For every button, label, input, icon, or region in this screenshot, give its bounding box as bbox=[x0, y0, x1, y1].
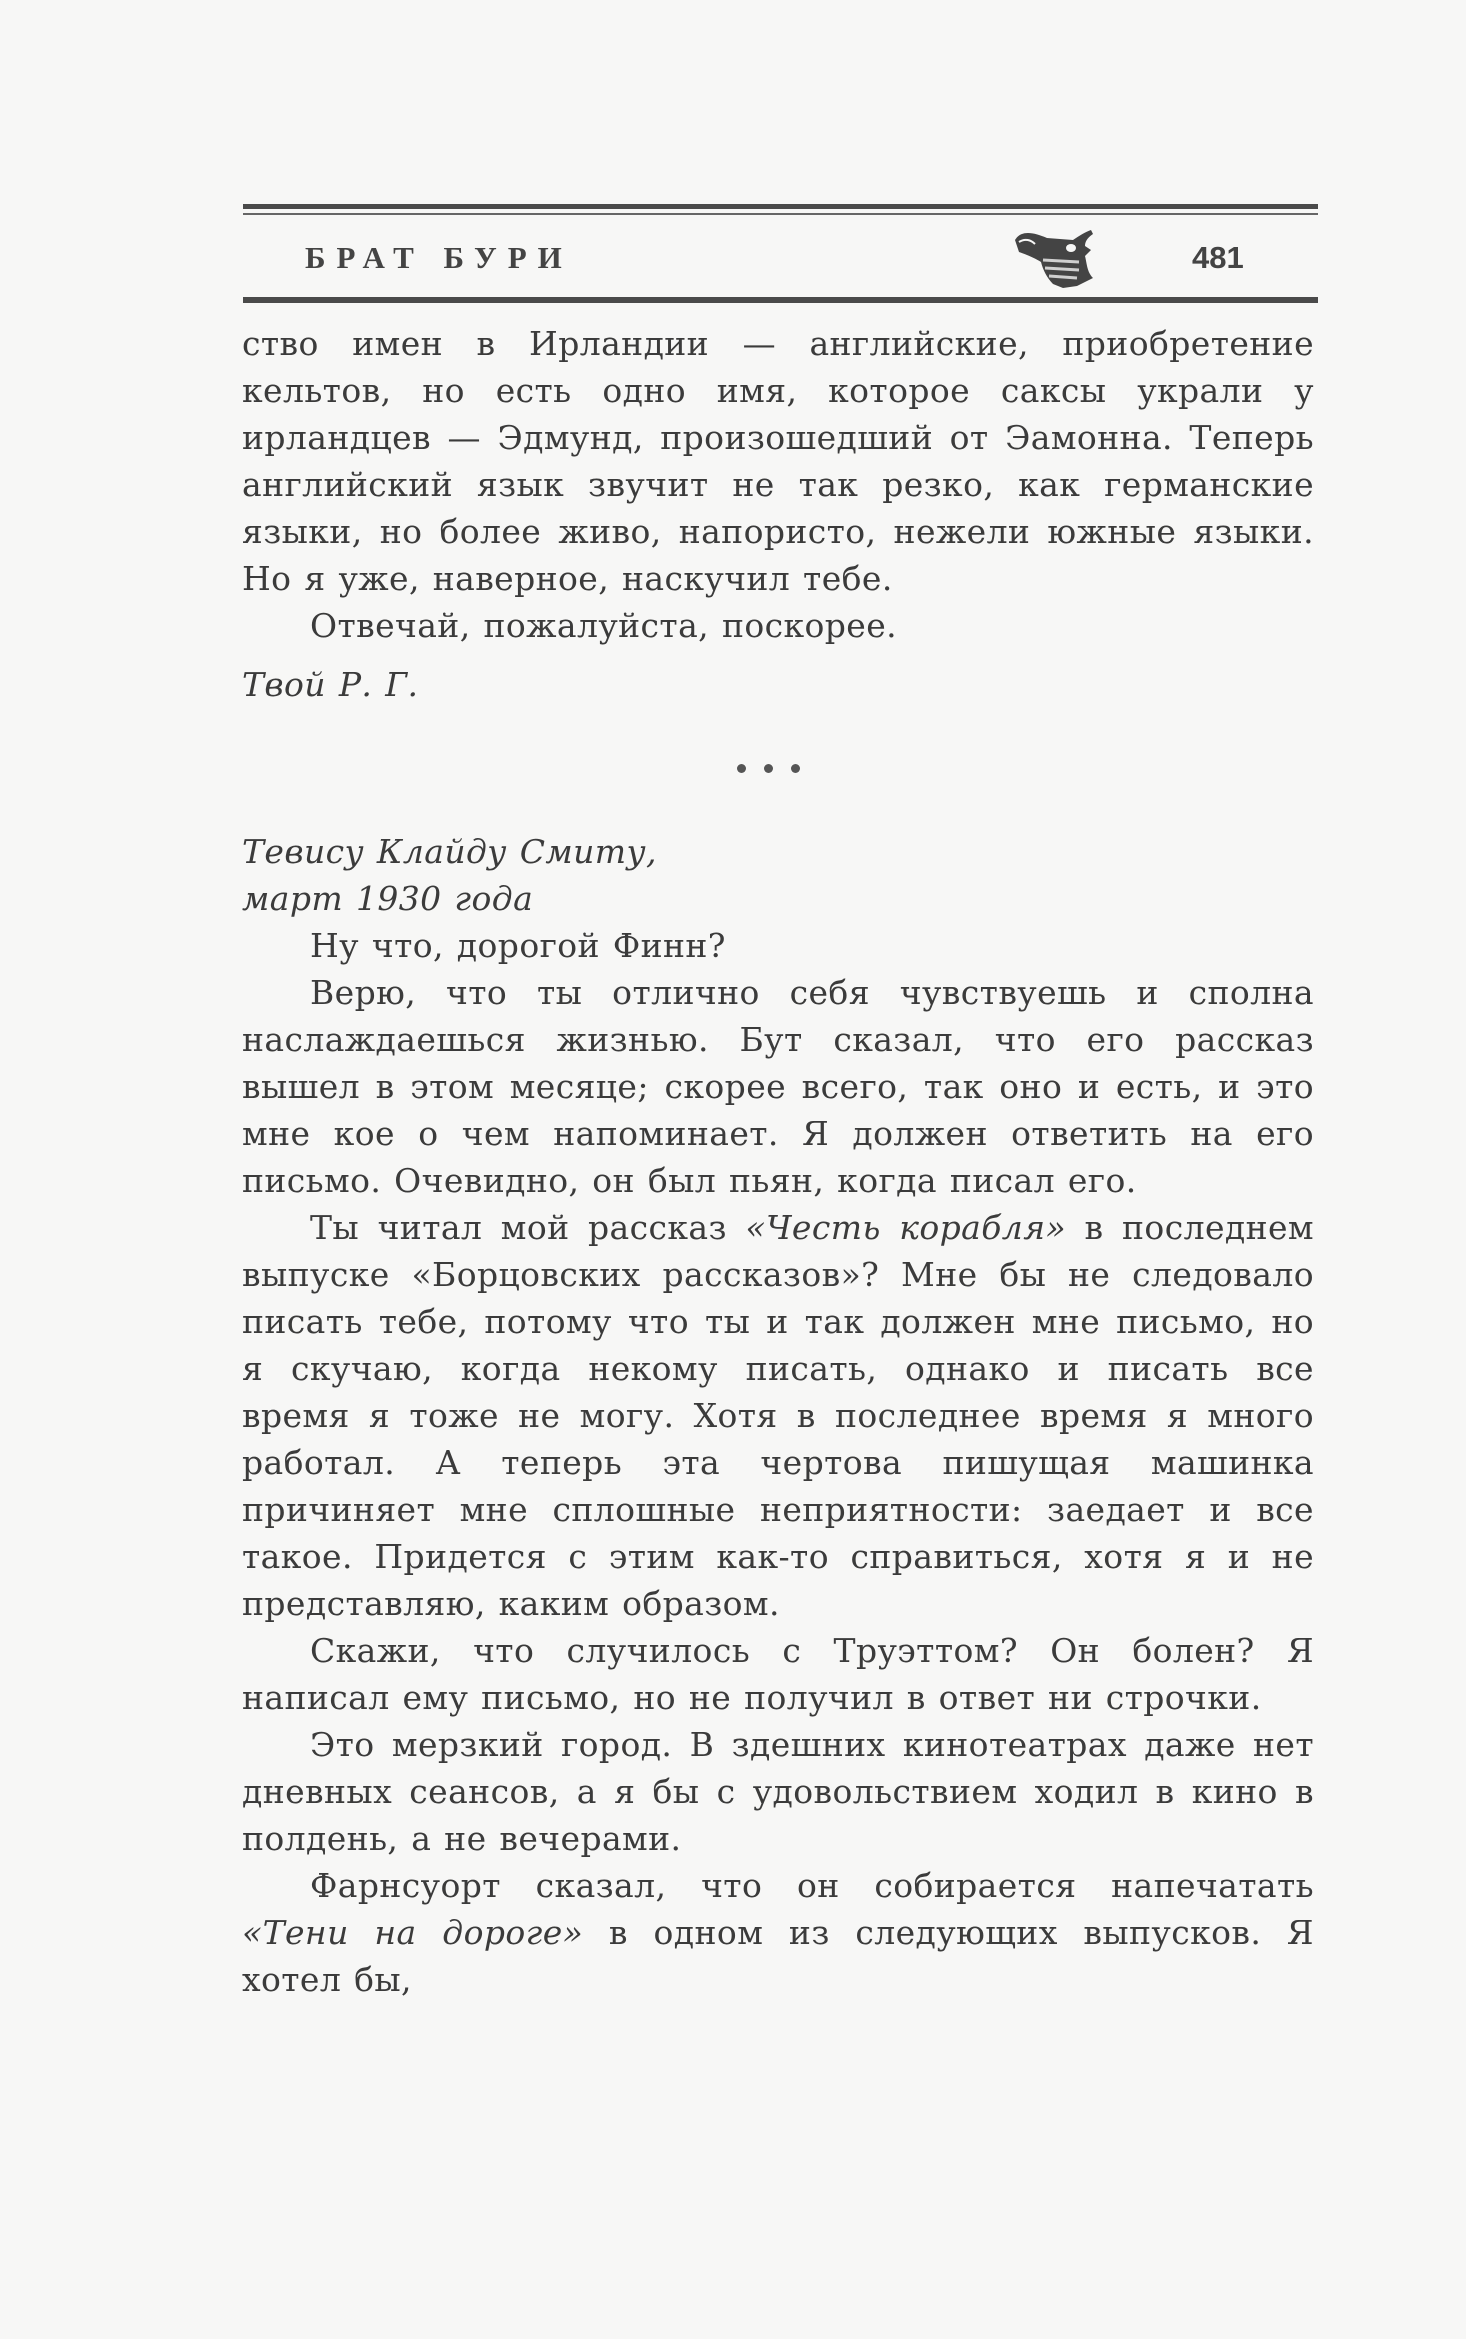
paragraph: Скажи, что случилось с Труэттом? Он болен? Я написал ему письмо, но не получил в ответ ни строчки. bbox=[242, 1631, 1314, 1717]
paragraph bbox=[242, 1204, 1314, 1627]
header-rule-top-thick bbox=[243, 204, 1318, 209]
paragraph-text: Фарнсуорт сказал, что он собирается напечатать bbox=[310, 1866, 1314, 1905]
paragraph: Это мерзкий город. В здешних кинотеатрах даже нет дневных сеансов, а я бы с удовольствием ходил в кино в полдень, а не вечерами. bbox=[242, 1725, 1314, 1858]
header-rule-bottom bbox=[243, 297, 1318, 303]
paragraph-text: в последнем выпуске «Борцовских рассказов»? Мне бы не следовало писать тебе, потому что ты и так должен мне письмо, но я скучаю, когда некому писать, однако и писать все время я тоже не могу. Хотя в последнее время я много работал. А теперь эта чертова пишущая машинка причиняет мне сплошные неприятности: заедает и все такое. Придется с этим как-то справиться, хотя я и не представляю, каким образом. bbox=[242, 1208, 1314, 1623]
ornament-emblem-icon bbox=[1013, 228, 1099, 290]
story-title: «Тени на дороге» bbox=[242, 1913, 584, 1952]
paragraph: Верю, что ты отлично себя чувствуешь и сполна наслаждаешься жизнью. Бут сказал, что его рассказ вышел в этом месяце; скорее всего, так оно и есть, и это мне кое о чем напоминает. Я должен ответить на его письмо. Очевидно, он был пьян, когда писал его. bbox=[242, 973, 1314, 1200]
paragraph bbox=[242, 1862, 1314, 2003]
paragraph-text: в одном из следующих выпусков. Я хотел бы, bbox=[242, 1913, 1314, 1999]
header-rule-top-thin bbox=[243, 213, 1318, 215]
addressee-line: Тевису Клайду Смиту, bbox=[242, 832, 657, 871]
page-number: 481 bbox=[1192, 240, 1244, 275]
running-title: БРАТ БУРИ bbox=[305, 240, 573, 275]
story-title: «Честь корабля» bbox=[745, 1208, 1067, 1247]
separator-dot bbox=[764, 764, 773, 773]
closing-line: Отвечай, пожалуйста, поскорее. bbox=[310, 606, 898, 645]
separator-dot bbox=[791, 764, 800, 773]
greeting: Ну что, дорогой Финн? bbox=[310, 926, 726, 965]
continuation-paragraph: ство имен в Ирландии — английские, приобретение кельтов, но есть одно имя, которое саксы украли у ирландцев — Эдмунд, произошедший от Эамонна. Теперь английский язык звучит не так резко, как германские языки, но более живо, напористо, нежели южные языки. Но я уже, наверное, наскучил тебе. bbox=[242, 324, 1314, 598]
separator-dot bbox=[737, 764, 746, 773]
letter-date: март 1930 года bbox=[242, 879, 534, 918]
paragraph-text: Ты читал мой рассказ bbox=[310, 1208, 746, 1247]
body-text bbox=[242, 320, 1314, 2003]
signature: Твой Р. Г. bbox=[242, 665, 419, 704]
section-separator bbox=[242, 708, 1314, 828]
